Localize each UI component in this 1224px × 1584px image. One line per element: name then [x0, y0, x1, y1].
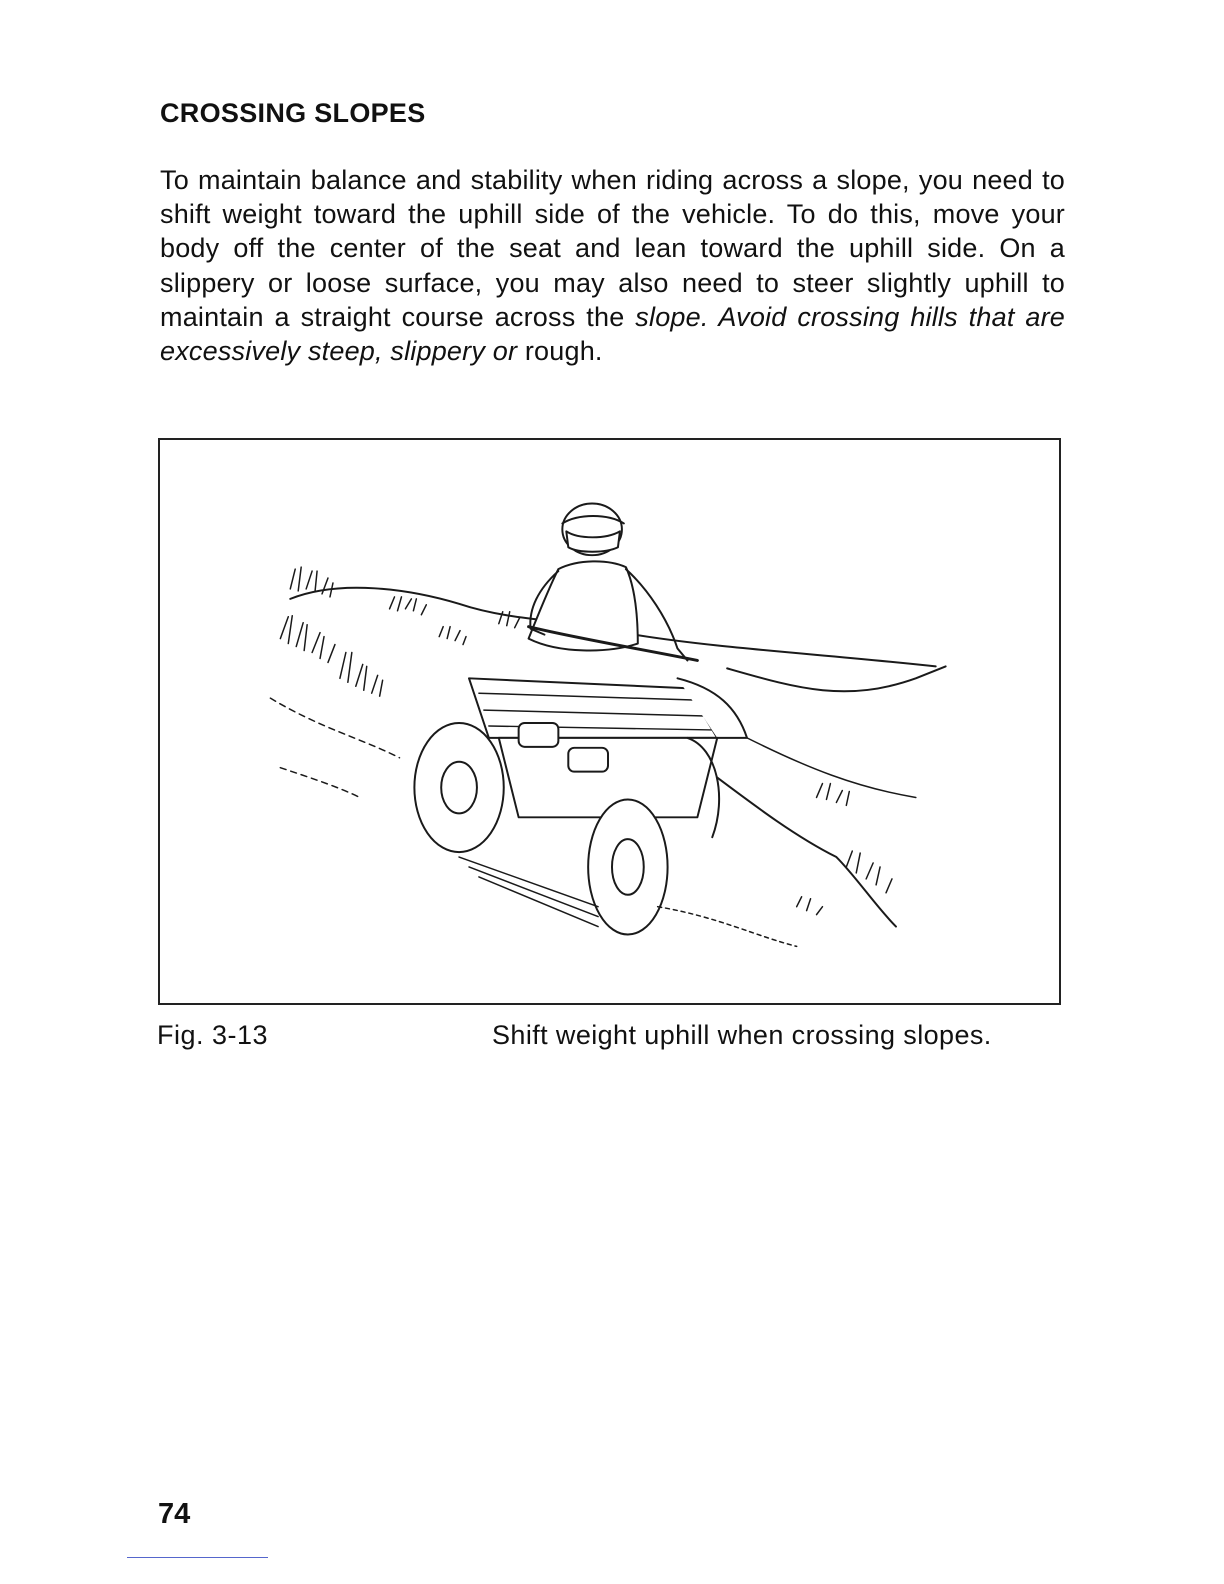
- figure-label: Fig. 3-13: [157, 1020, 269, 1050]
- grass-right: [797, 784, 892, 915]
- ground-left: [270, 698, 399, 797]
- atv-body: [499, 738, 717, 817]
- section-heading: CROSSING SLOPES: [160, 98, 426, 128]
- paragraph-italic-text: slope. Avoid crossing hills that are excessively steep, slippery or: [160, 301, 1066, 367]
- mud-trail: [658, 907, 797, 947]
- footer-rule: [127, 1557, 268, 1558]
- front-left-wheel: [414, 723, 503, 852]
- headlight-left: [519, 723, 559, 747]
- body-paragraph: [160, 163, 1065, 368]
- paragraph-end-text: rough.: [524, 336, 603, 367]
- headlight-right: [568, 748, 608, 772]
- front-right-wheel: [588, 799, 667, 934]
- ground-shadow: [459, 857, 598, 927]
- page-number: 74: [158, 1498, 191, 1530]
- paragraph-main-text: To maintain balance and stability when riding across a slope, you need to shift weight toward the uphill side of the vehicle. To do this, move your body off the center of the seat and lean toward the uphill side. On a slippery or loose surface, you may also need to steer slightly uphill to maintain a straight course across the: [160, 165, 1065, 332]
- atv-slope-illustration: [160, 440, 1059, 1003]
- figure-caption: Shift weight uphill when crossing slopes.: [492, 1020, 992, 1050]
- figure-frame: [158, 438, 1061, 1005]
- trail-edge-far: [747, 738, 916, 798]
- grass-left: [280, 567, 519, 696]
- hill-right-line: [727, 666, 945, 691]
- trail-edge-right: [717, 778, 896, 927]
